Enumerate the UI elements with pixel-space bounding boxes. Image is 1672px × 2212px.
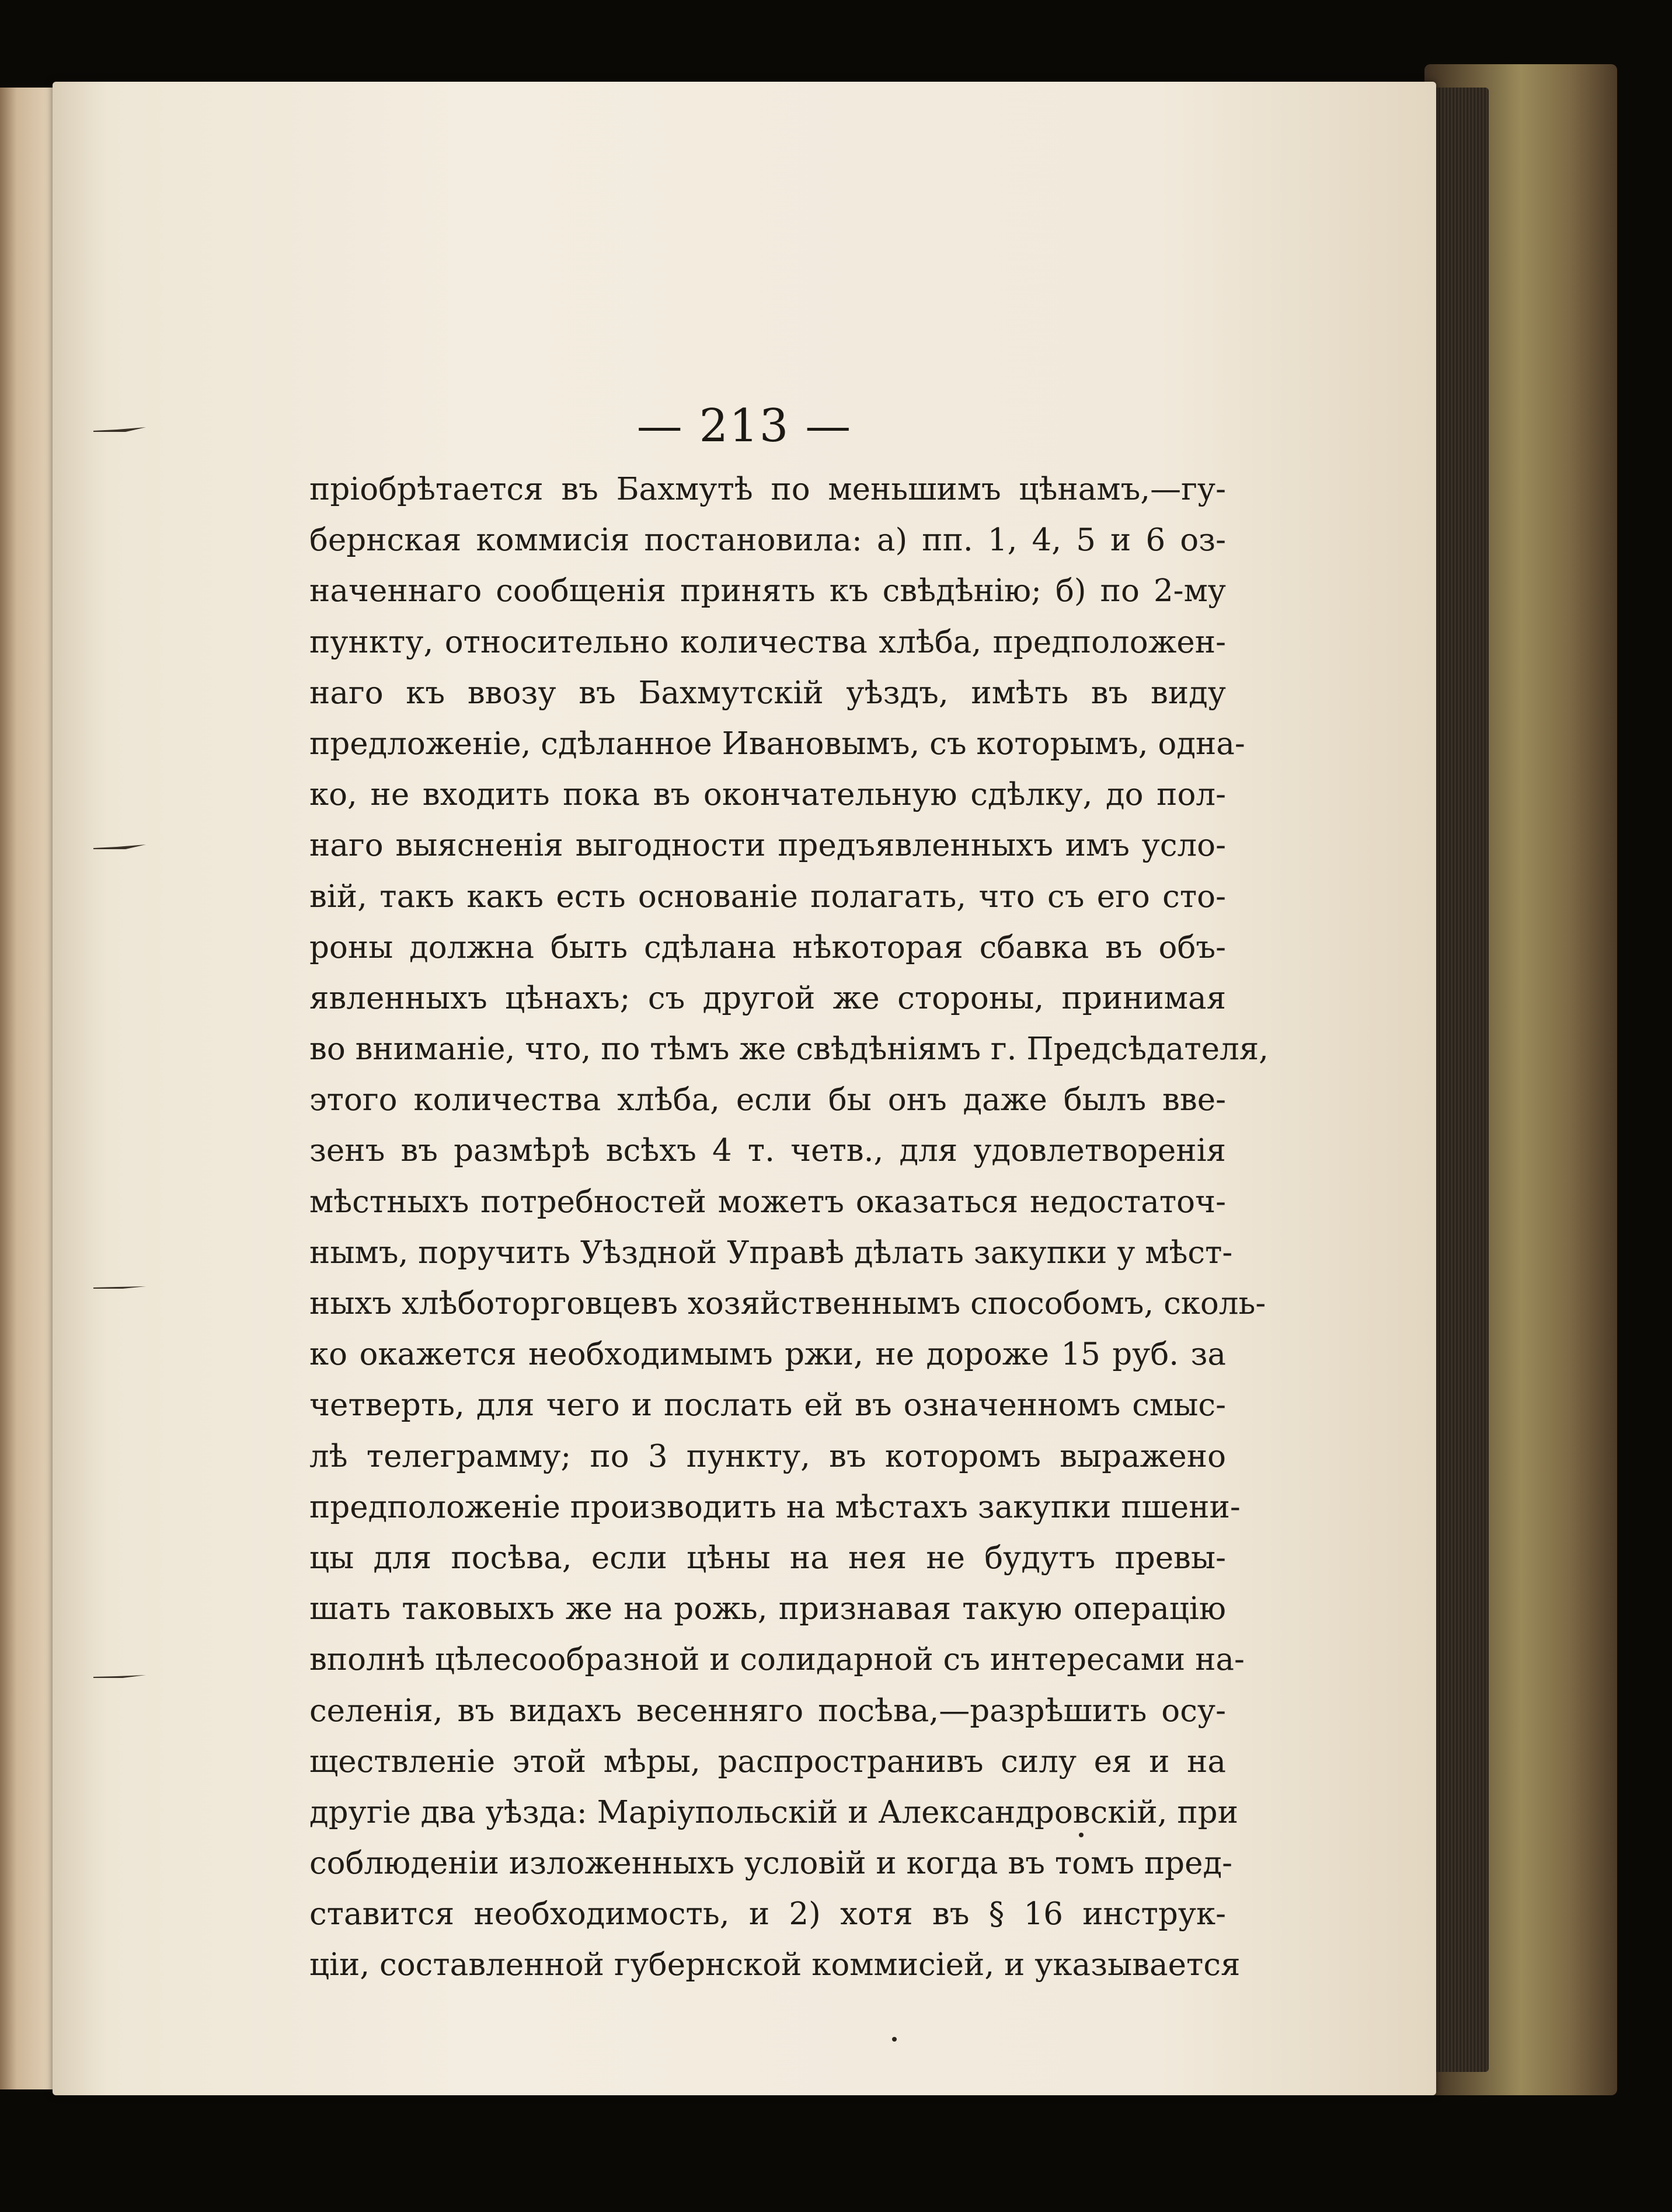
text-line: этого количества хлѣба, если бы онъ даже былъ вве- xyxy=(309,1082,1226,1118)
paper-speck xyxy=(892,2037,897,2042)
text-line: соблюденіи изложенныхъ условій и когда въ томъ пред- xyxy=(309,1845,1233,1882)
text-line: другіе два уѣзда: Маріупольскій и Александровскій, при xyxy=(309,1794,1238,1830)
text-line: четверть, для чего и послать ей въ означенномъ смыс- xyxy=(309,1387,1226,1424)
body-text xyxy=(309,464,1269,1991)
book-page xyxy=(53,82,1436,2095)
text-line: наченнаго сообщенія принять къ свѣдѣнію; б) по 2-му xyxy=(309,573,1226,609)
binding-stitch-mark xyxy=(93,843,146,853)
text-line: мѣстныхъ потребностей можетъ оказаться недостаточ- xyxy=(309,1184,1226,1220)
text-line: лѣ телеграмму; по 3 пункту, въ которомъ выражено xyxy=(309,1438,1226,1474)
text-line: пріобрѣтается въ Бахмутѣ по меньшимъ цѣнамъ,—гу- xyxy=(309,472,1226,507)
text-line: ціи, составленной губернской коммисіей, и указывается xyxy=(309,1947,1241,1983)
text-line: наго выясненія выгодности предъявленныхъ имъ усло- xyxy=(309,828,1226,864)
text-line: бернская коммисія постановила: а) пп. 1, 4, 5 и 6 оз- xyxy=(309,522,1226,559)
paper-speck xyxy=(1079,1833,1084,1837)
text-line: ществленіе этой мѣры, распространивъ силу ея и на xyxy=(309,1743,1226,1780)
text-line: роны должна быть сдѣлана нѣкоторая сбавка въ объ- xyxy=(309,929,1226,965)
text-line: зенъ въ размѣрѣ всѣхъ 4 т. четв., для удовлетворенія xyxy=(309,1133,1226,1169)
text-line: ставится необходимость, и 2) хотя въ § 16 инструк- xyxy=(309,1896,1226,1932)
text-line: предположеніе производить на мѣстахъ закупки пшени- xyxy=(309,1489,1241,1525)
text-line: ко окажется необходимымъ ржи, не дороже 15 руб. за xyxy=(309,1337,1226,1373)
binding-stitch-mark xyxy=(93,1283,146,1292)
text-line: вій, такъ какъ есть основаніе полагать, что съ его сто- xyxy=(309,878,1226,915)
text-line: шать таковыхъ же на рожь, признавая такую операцію xyxy=(309,1591,1226,1627)
page-number: — 213 — xyxy=(636,400,852,452)
text-line: вполнѣ цѣлесообразной и солидарной съ интересами на- xyxy=(309,1642,1245,1678)
text-line: пункту, относительно количества хлѣба, предположен- xyxy=(309,624,1226,660)
text-line: явленныхъ цѣнахъ; съ другой же стороны, принимая xyxy=(309,980,1226,1016)
text-line: селенія, въ видахъ весенняго посѣва,—разрѣшить осу- xyxy=(309,1693,1226,1729)
binding-stitch-mark xyxy=(93,1672,146,1681)
text-line: ныхъ хлѣботорговцевъ хозяйственнымъ способомъ, сколь- xyxy=(309,1286,1266,1321)
text-line: ко, не входить пока въ окончательную сдѣлку, до пол- xyxy=(309,777,1226,813)
text-line: наго къ ввозу въ Бахмутскій уѣздъ, имѣть въ виду xyxy=(309,675,1226,711)
text-line: предложеніе, сдѣланное Ивановымъ, съ которымъ, одна- xyxy=(309,725,1245,762)
text-line: цы для посѣва, если цѣны на нея не будутъ превы- xyxy=(309,1540,1226,1576)
text-line: нымъ, поручить Уѣздной Управѣ дѣлать закупки у мѣст- xyxy=(309,1234,1233,1271)
text-line: во вниманіе, что, по тѣмъ же свѣдѣніямъ г. Предсѣдателя, xyxy=(309,1031,1269,1067)
